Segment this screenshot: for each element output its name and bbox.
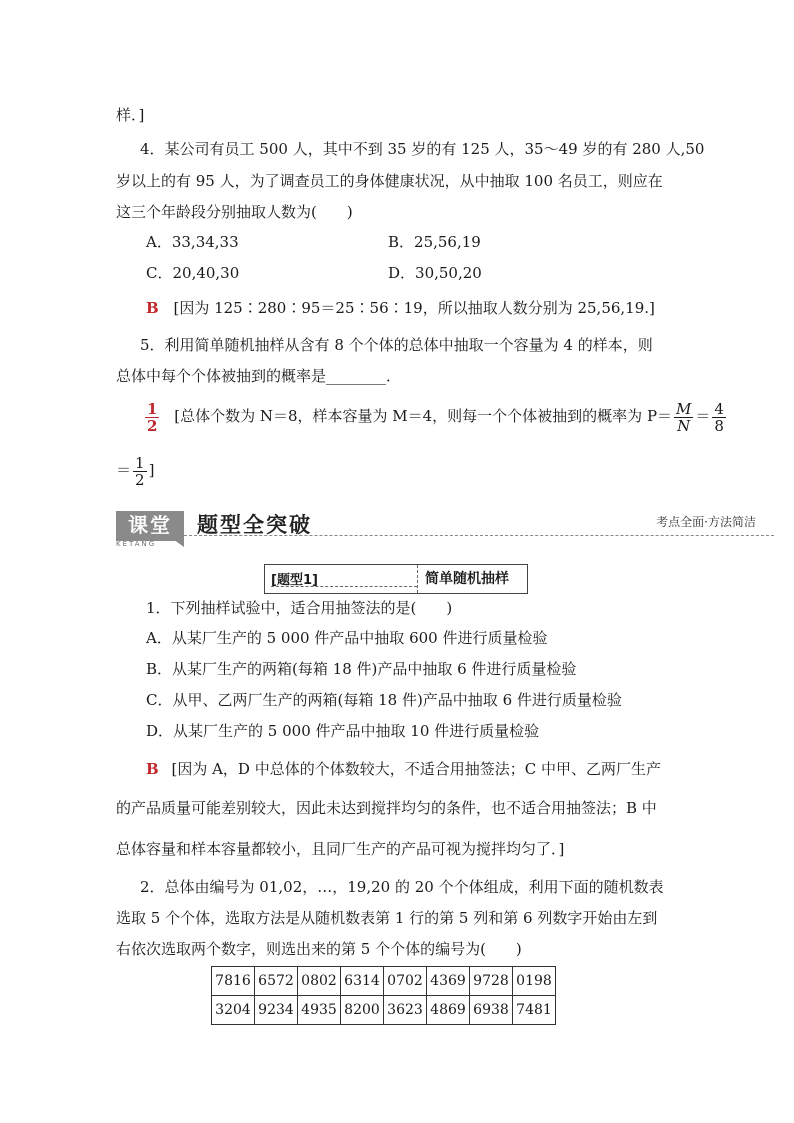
q5-cont-num: 1 — [135, 453, 145, 472]
section-tagline: 考点全面·方法简洁 — [656, 515, 756, 529]
table-row — [212, 967, 556, 996]
table-cell: 3204 — [212, 996, 255, 1025]
banner-triangle-icon — [170, 537, 184, 547]
text-line: 样．] — [116, 106, 145, 124]
table-cell: 8200 — [341, 996, 384, 1025]
q5-cont-end: ] — [148, 461, 155, 479]
q5-frac-m: M — [676, 399, 692, 418]
table-cell: 7481 — [513, 996, 556, 1025]
table-cell: 4369 — [427, 967, 470, 996]
q4-option-b: B．25,56,19 — [388, 233, 481, 251]
table-cell: 9728 — [470, 967, 513, 996]
table-cell: 6572 — [255, 967, 298, 996]
q5-frac-48 — [712, 401, 726, 434]
ex2-line3: 右依次选取两个数字，则选出来的第 5 个个体的编号为( ) — [116, 940, 522, 958]
q5-line1: 5．利用简单随机抽样从含有 8 个个体的总体中抽取一个容量为 4 的样本，则 — [140, 336, 653, 354]
ex1-expl-line1: [因为 A，D 中总体的个体数较大，不适合用抽签法；C 中甲、乙两厂生产 — [171, 760, 661, 778]
table-cell: 6314 — [341, 967, 384, 996]
table-cell: 4935 — [298, 996, 341, 1025]
q5-frac-8: 8 — [714, 416, 724, 435]
q5-answer-num: 1 — [147, 399, 158, 418]
q4-answer-letter: B — [146, 299, 159, 317]
table-cell: 0702 — [384, 967, 427, 996]
q5-frac-4: 4 — [714, 399, 724, 418]
q4-line3: 这三个年龄段分别抽取人数为( ) — [116, 203, 353, 221]
ex1-option-a: A．从某厂生产的 5 000 件产品中抽取 600 件进行质量检验 — [146, 629, 548, 647]
question-type-label-cell — [265, 565, 418, 593]
q5-answer-fraction — [145, 401, 159, 434]
question-type-title: 简单随机抽样 — [425, 571, 509, 587]
q5-frac-mn — [674, 401, 693, 434]
q5-cont-frac — [133, 455, 147, 488]
section-heading: 题型全突破 — [197, 513, 312, 537]
section-divider — [184, 535, 774, 536]
ex1-stem: 1．下列抽样试验中，适合用抽签法的是( ) — [146, 599, 453, 617]
q4-explanation: [因为 125∶280∶95＝25∶56∶19，所以抽取人数分别为 25,56,19.] — [173, 299, 655, 317]
random-number-table — [211, 966, 556, 1025]
q5-answer-den: 2 — [147, 416, 158, 435]
question-type-label: [题型1] — [271, 573, 318, 588]
ex2-line2: 选取 5 个个体，选取方法是从随机数表第 1 行的第 5 列和第 6 列数字开始由左到 — [116, 909, 658, 927]
section-banner-title: 课堂 — [128, 513, 172, 537]
table-cell: 0198 — [513, 967, 556, 996]
table-cell: 7816 — [212, 967, 255, 996]
q4-answer — [146, 297, 655, 319]
q4-line2: 岁以上的有 95 人，为了调查员工的身体健康状况，从中抽取 100 名员工，则应在 — [116, 172, 663, 190]
q5-eq: ＝ — [695, 407, 711, 425]
q4-option-d: D．30,50,20 — [388, 264, 482, 282]
table-cell: 9234 — [255, 996, 298, 1025]
ex1-option-c: C．从甲、乙两厂生产的两箱(每箱 18 件)产品中抽取 6 件进行质量检验 — [146, 691, 622, 709]
table-cell: 0802 — [298, 967, 341, 996]
table-row — [212, 996, 556, 1025]
q5-explanation: [总体个数为 N＝8，样本容量为 M＝4，则每一个个体被抽到的概率为 P＝ — [174, 407, 673, 425]
q5-line2: 总体中每个个体被抽到的概率是________． — [116, 367, 402, 385]
table-cell: 3623 — [384, 996, 427, 1025]
ex1-expl-line2: 的产品质量可能差别较大，因此未达到搅拌均匀的条件，也不适合用抽签法；B 中 — [116, 799, 657, 817]
table-cell: 4869 — [427, 996, 470, 1025]
ex2-line1: 2．总体由编号为 01,02，…，19,20 的 20 个个体组成，利用下面的随机数表 — [140, 878, 664, 896]
q5-frac-n: N — [677, 416, 691, 435]
question-type-box — [264, 564, 528, 594]
q5-continuation — [116, 452, 154, 488]
ex1-answer-letter: B — [146, 760, 159, 778]
q5-cont-den: 2 — [135, 470, 145, 489]
q4-option-c: C．20,40,30 — [146, 264, 240, 282]
ex1-option-d: D．从某厂生产的 5 000 件产品中抽取 10 件进行质量检验 — [146, 722, 540, 740]
ex1-expl-line3: 总体容量和样本容量都较小，且同厂生产的产品可视为搅拌均匀了．] — [116, 840, 565, 858]
q5-cont-eq: ＝ — [116, 461, 132, 479]
ex1-option-b: B．从某厂生产的两箱(每箱 18 件)产品中抽取 6 件进行质量检验 — [146, 660, 577, 678]
ex1-answer — [146, 758, 661, 780]
q5-answer-row — [143, 398, 728, 434]
q4-option-a: A．33,34,33 — [146, 233, 239, 251]
section-banner-subtitle: KETANG — [116, 540, 157, 548]
q4-line1: 4．某公司有员工 500 人，其中不到 35 岁的有 125 人，35～49 岁的有 280 人,50 — [140, 140, 705, 158]
table-cell: 6938 — [470, 996, 513, 1025]
question-type-underline — [271, 586, 417, 587]
